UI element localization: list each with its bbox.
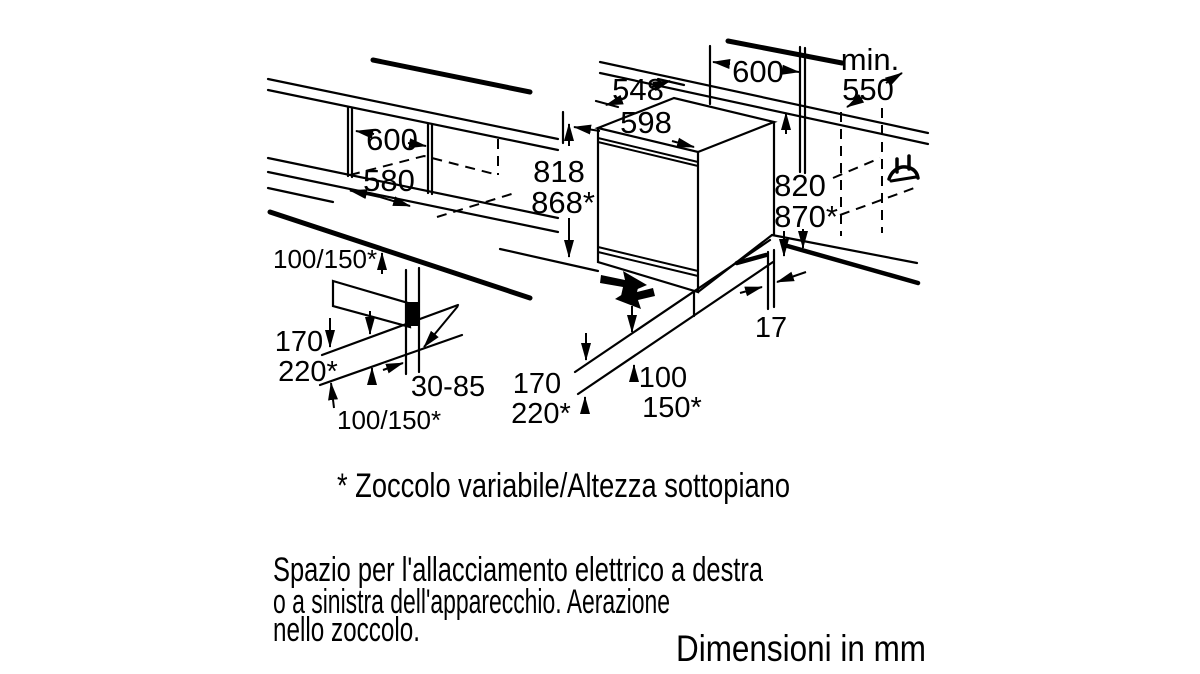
units-label: Dimensioni in mm: [676, 628, 926, 669]
dim-appliance-height: 818: [533, 154, 585, 189]
footnote-text: * Zoccolo variabile/Altezza sottopiano: [337, 467, 790, 505]
dim-left-plinth-min: 170: [274, 326, 324, 358]
dim-left-inner-width: 580: [363, 163, 415, 198]
label-min: min.: [840, 42, 900, 77]
dim-worktop-depth-min: 550: [842, 72, 894, 107]
dim-zoccolo-max: 150*: [642, 392, 702, 424]
note-line-2: o a sinistra dell'apparecchio. Aerazione: [273, 583, 670, 621]
dim-wall-gap: 17: [754, 312, 788, 344]
dim-left-clearance-top: 100/150*: [273, 244, 378, 274]
note-line-3: nello zoccolo.: [273, 611, 420, 649]
dim-zoccolo-min: 100: [638, 362, 688, 394]
dim-appliance-depth: 548: [612, 72, 664, 107]
dim-niche-height-variant: 870*: [774, 199, 838, 234]
dim-right-niche-width: 600: [732, 54, 784, 89]
dim-appliance-height-variant: 868*: [531, 185, 595, 220]
dim-left-clearance-bottom: 100/150*: [337, 405, 442, 435]
note-line-1: Spazio per l'allacciamento elettrico a destra: [273, 551, 764, 589]
dim-right-plinth-min: 170: [512, 368, 562, 400]
dim-left-plinth-max: 220*: [278, 356, 338, 388]
dim-left-niche-width: 600: [366, 122, 418, 157]
dim-left-adjustment-range: 30-85: [410, 371, 486, 403]
dim-right-plinth-max: 220*: [511, 398, 571, 430]
dim-appliance-width: 598: [620, 105, 672, 140]
dim-niche-height: 820: [774, 168, 826, 203]
